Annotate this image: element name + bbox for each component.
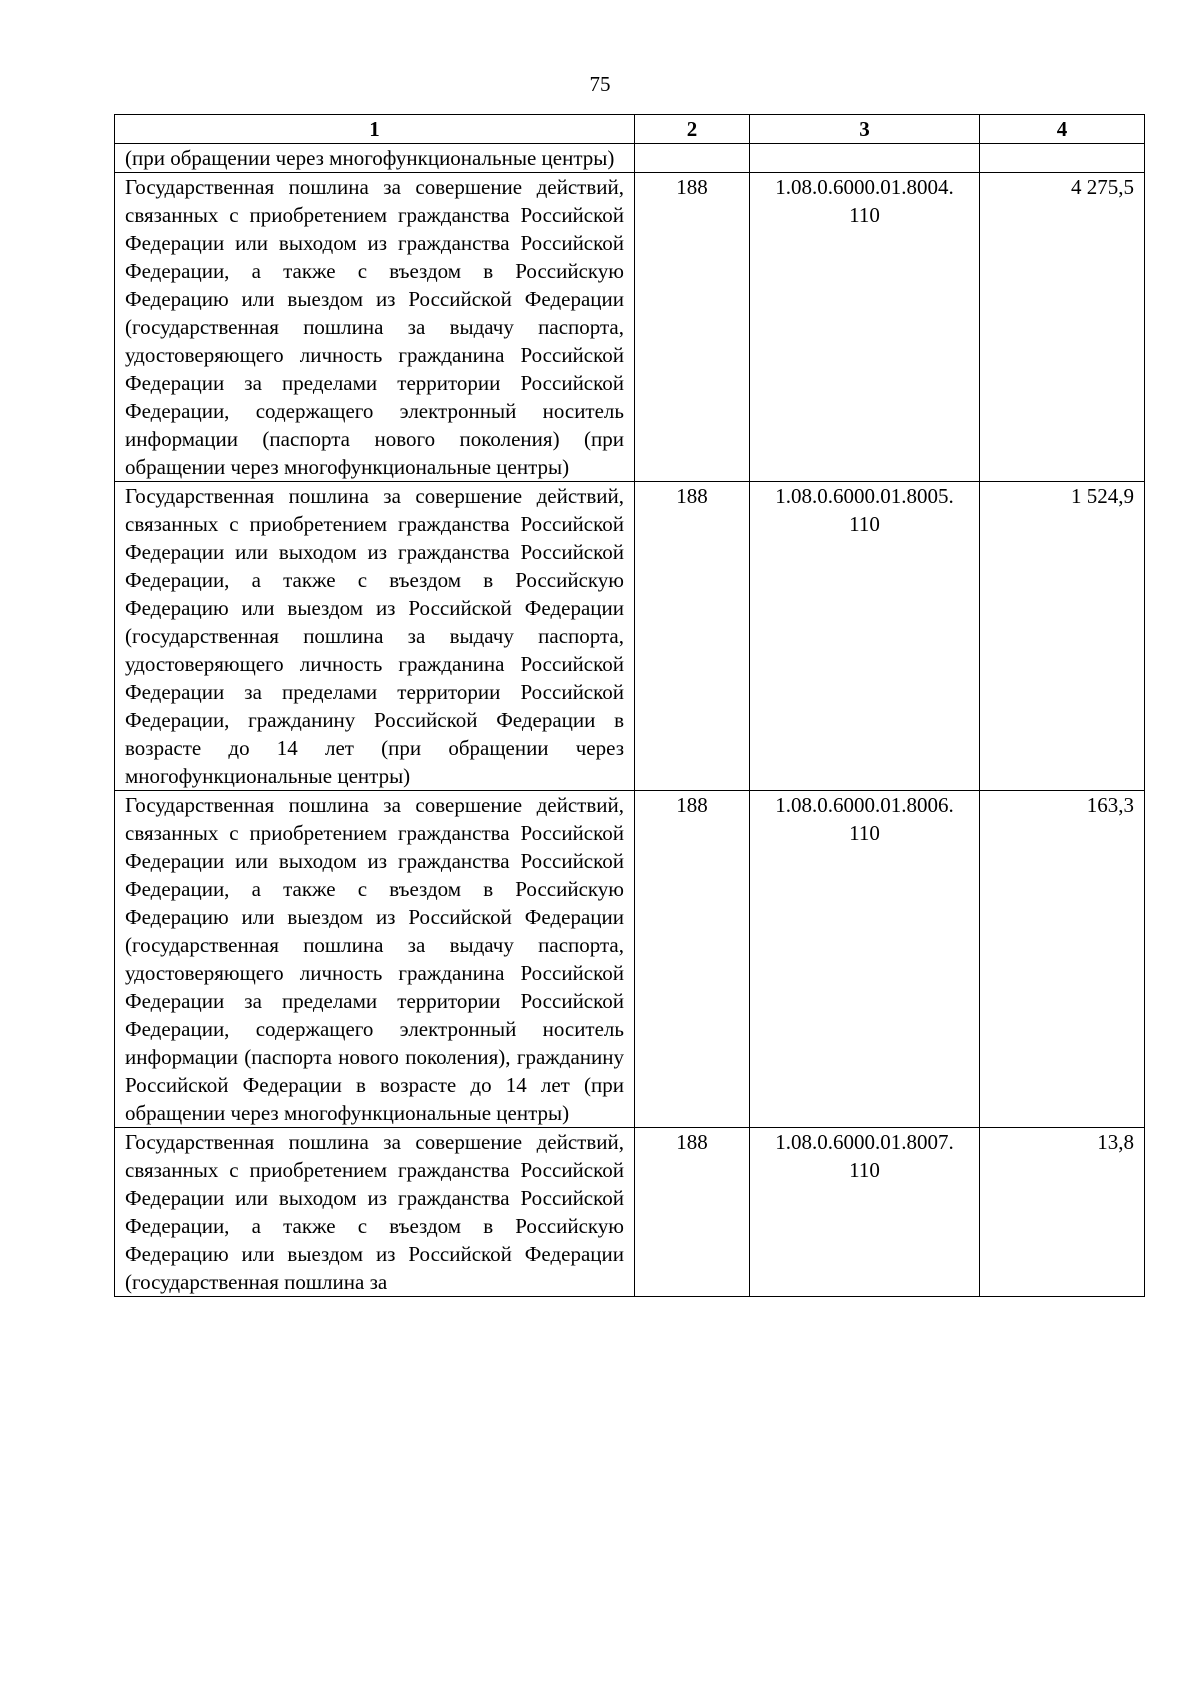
table-row (115, 144, 1145, 173)
revenue-description: Государственная пошлина за совершение действий, связанных с приобретением гражданства Российской Федерации или выходом из гражданства Российской Федерации, а также с въездом в Российскую Федерацию или выездом из Российской Федерации (государственная пошлина за выдачу паспорта, удостоверяющего личность гражданина Российской Федерации за пределами территории Российской Федерации, содержащего электронный носитель информации (паспорта нового поколения) (при обращении через многофункциональные центры) (115, 173, 635, 482)
administrator-code: 188 (635, 173, 750, 482)
column-header-1: 1 (115, 115, 635, 144)
revenue-description: Государственная пошлина за совершение действий, связанных с приобретением гражданства Российской Федерации или выходом из гражданства Российской Федерации, а также с въездом в Российскую Федерацию или выездом из Российской Федерации (государственная пошлина за выдачу паспорта, удостоверяющего личность гражданина Российской Федерации за пределами территории Российской Федерации, гражданину Российской Федерации в возрасте до 14 лет (при обращении через многофункциональные центры) (115, 482, 635, 791)
table-header-row (115, 115, 1145, 144)
budget-classification-code: 1.08.0.6000.01.8004. 110 (750, 173, 980, 482)
revenue-description: Государственная пошлина за совершение действий, связанных с приобретением гражданства Российской Федерации или выходом из гражданства Российской Федерации, а также с въездом в Российскую Федерацию или выездом из Российской Федерации (государственная пошлина за (115, 1128, 635, 1297)
revenue-description: (при обращении через многофункциональные центры) (115, 144, 635, 173)
table-row (115, 173, 1145, 482)
page-number: 75 (589, 72, 611, 96)
amount (980, 144, 1145, 173)
amount: 4 275,5 (980, 173, 1145, 482)
administrator-code: 188 (635, 482, 750, 791)
column-header-3: 3 (750, 115, 980, 144)
amount: 1 524,9 (980, 482, 1145, 791)
amount: 13,8 (980, 1128, 1145, 1297)
table-row (115, 1128, 1145, 1297)
revenue-description: Государственная пошлина за совершение действий, связанных с приобретением гражданства Российской Федерации или выходом из гражданства Российской Федерации, а также с въездом в Российскую Федерацию или выездом из Российской Федерации (государственная пошлина за выдачу паспорта, удостоверяющего личность гражданина Российской Федерации за пределами территории Российской Федерации, содержащего электронный носитель информации (паспорта нового поколения), гражданину Российской Федерации в возрасте до 14 лет (при обращении через многофункциональные центры) (115, 791, 635, 1128)
budget-classification-code: 1.08.0.6000.01.8005. 110 (750, 482, 980, 791)
amount: 163,3 (980, 791, 1145, 1128)
administrator-code (635, 144, 750, 173)
budget-revenue-table (114, 114, 1145, 1297)
budget-classification-code: 1.08.0.6000.01.8006. 110 (750, 791, 980, 1128)
column-header-2: 2 (635, 115, 750, 144)
table-row (115, 791, 1145, 1128)
table-row (115, 482, 1145, 791)
administrator-code: 188 (635, 791, 750, 1128)
budget-classification-code: 1.08.0.6000.01.8007. 110 (750, 1128, 980, 1297)
administrator-code: 188 (635, 1128, 750, 1297)
column-header-4: 4 (980, 115, 1145, 144)
table-body (115, 144, 1145, 1297)
budget-classification-code (750, 144, 980, 173)
